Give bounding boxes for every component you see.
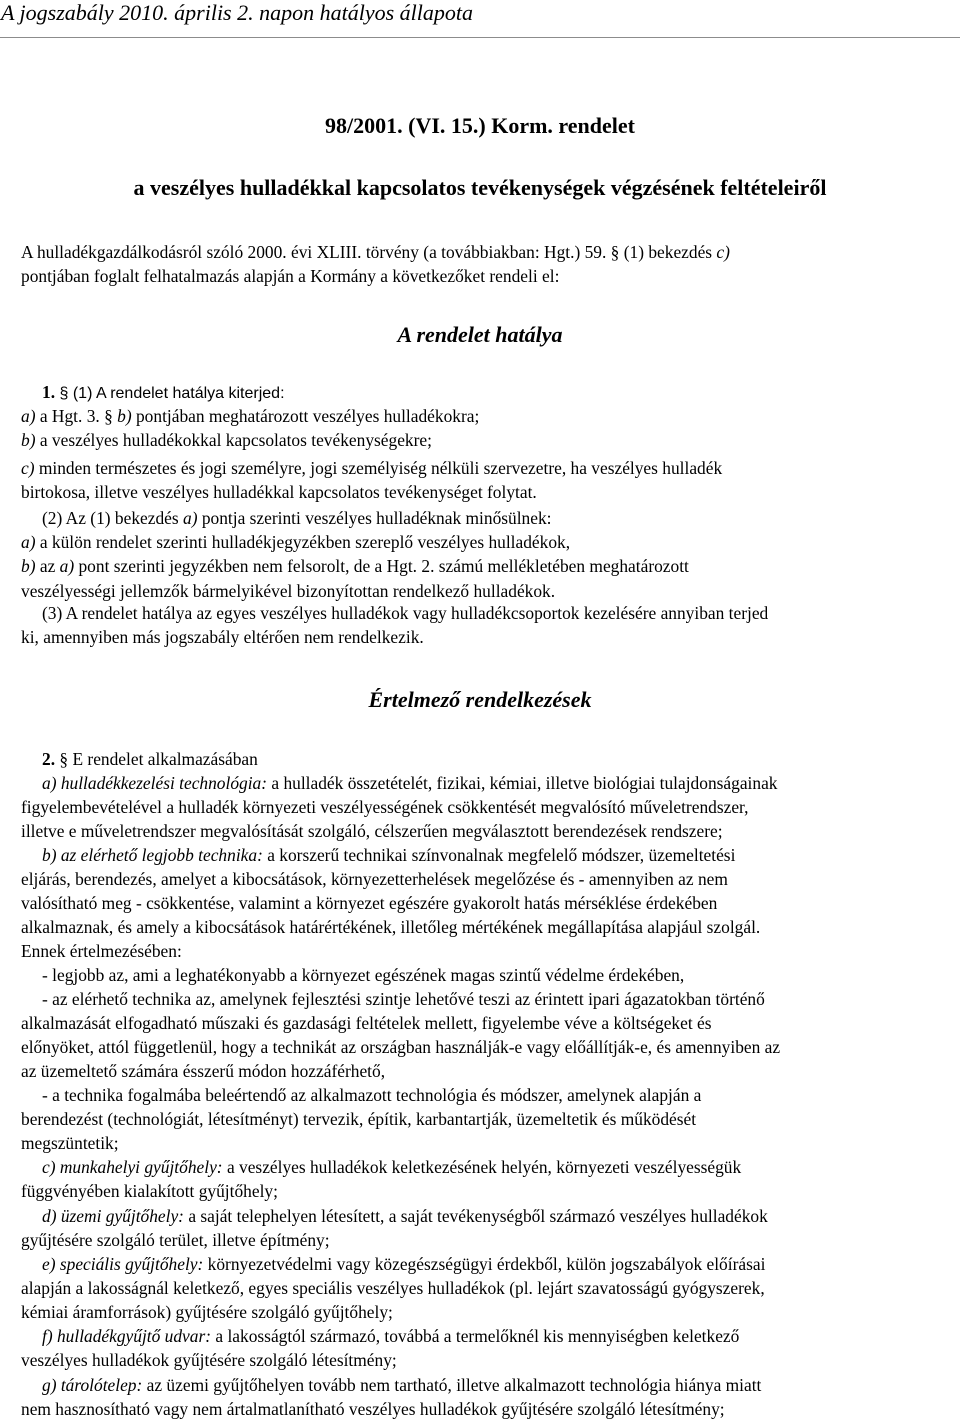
definition-b-line-5: Ennek értelmezésében: xyxy=(21,941,182,961)
dash-item-2-line-2: alkalmazását elfogadható műszaki és gazdasági feltételek mellett, figyelembe véve a költségeket és xyxy=(21,1013,712,1033)
definition-a: a) hulladékkezelési technológia: a hulladék összetételét, fizikai, kémiai, illetve biológiai tulajdonságainak xyxy=(42,773,778,793)
paragraph-1-2-a: a) a külön rendelet szerinti hulladékjegyzékben szereplő veszélyes hulladékok, xyxy=(21,532,571,552)
definition-g-line-2: nem hasznosítható vagy nem ártalmatlanítható veszélyes hulladékok gyűjtésére szolgáló létesítmény; xyxy=(21,1399,725,1419)
paragraph-1-point-a: a) a Hgt. 3. § b) pontjában meghatározott veszélyes hulladékokra; xyxy=(21,406,480,426)
preamble-line-2: pontjában foglalt felhatalmazás alapján a Kormány a következőket rendeli el: xyxy=(21,266,560,286)
definition-c: c) munkahelyi gyűjtőhely: a veszélyes hulladékok keletkezésének helyén, környezeti veszélyességük xyxy=(42,1157,742,1177)
definition-f: f) hulladékgyűjtő udvar: a lakosságtól származó, továbbá a termelőknél kis mennyiségben keletkező xyxy=(42,1326,740,1346)
paragraph-1-intro: 1. § (1) A rendelet hatálya kiterjed: xyxy=(42,382,285,402)
dash-item-2-line-3: előnyöket, attól függetlenül, hogy a technikát az országban használják-e vagy előállítják-e, és amennyiben az xyxy=(21,1037,781,1057)
page-header xyxy=(0,0,960,38)
dash-item-1: - legjobb az, ami a leghatékonyabb a környezet egészének magas szintű védelme érdekében, xyxy=(42,965,685,985)
paragraph-1-3: (3) A rendelet hatálya az egyes veszélyes hulladékok vagy hulladékcsoportok kezelésére annyiban terjed xyxy=(42,603,769,623)
definition-b-line-3: valósítható meg - csökkentése, valamint a környezet egészére gyakorolt hatás mérséklése érdekében xyxy=(21,893,718,913)
preamble-line-1: A hulladékgazdálkodásról szóló 2000. évi XLIII. törvény (a továbbiakban: Hgt.) 59. § (1) bekezdés c) xyxy=(21,242,730,262)
dash-item-2-line-4: az üzemeltető számára ésszerű módon hozzáférhető, xyxy=(21,1061,386,1081)
decree-number: 98/2001. (VI. 15.) Korm. rendelet xyxy=(325,113,635,138)
dash-item-3-line-3: megszüntetik; xyxy=(21,1133,119,1153)
section-heading-scope: A rendelet hatálya xyxy=(397,322,563,347)
definition-b: b) az elérhető legjobb technika: a korszerű technikai színvonalnak megfelelő módszer, üzemeltetési xyxy=(42,845,736,865)
paragraph-1-point-b: b) a veszélyes hulladékokkal kapcsolatos tevékenységekre; xyxy=(21,430,432,450)
definition-e-line-2: alapján a lakosságnál keletkező, egyes speciális veszélyes hulladékok (pl. lejárt szavatosságú gyógyszerek, xyxy=(21,1278,765,1298)
decree-title: a veszélyes hulladékkal kapcsolatos tevékenységek végzésének feltételeiről xyxy=(133,175,827,200)
definition-c-line-2: függvényében kialakított gyűjtőhely; xyxy=(21,1181,278,1201)
definition-e-line-3: kémiai áramforrások) gyűjtésére szolgáló gyűjtőhely; xyxy=(21,1302,393,1322)
paragraph-1-3-cont: ki, amennyiben más jogszabály eltérően nem rendelkezik. xyxy=(21,627,424,647)
header-text: A jogszabály 2010. április 2. napon hatályos állapota xyxy=(1,0,474,25)
definition-d-line-2: gyűjtésére szolgáló terület, illetve építmény; xyxy=(21,1230,330,1250)
definition-a-line-3: illetve e műveletrendszer megvalósítását szolgáló, célszerűen megválasztott berendezések rendszere; xyxy=(21,821,723,841)
dash-item-2: - az elérhető technika az, amelynek fejlesztési szintje lehetővé teszi az érintett ipari ágazatokban történő xyxy=(42,989,765,1009)
dash-item-3: - a technika fogalmába beleértendő az alkalmazott technológia és módszer, amelynek alapján a xyxy=(42,1085,702,1105)
definition-f-line-2: veszélyes hulladékok gyűjtésére szolgáló létesítmény; xyxy=(21,1350,397,1370)
paragraph-1-2-b: b) az a) pont szerinti jegyzékben nem felsorolt, de a Hgt. 2. számú mellékletében meghatározott xyxy=(21,556,689,576)
definition-g: g) tárolótelep: az üzemi gyűjtőhelyen tovább nem tartható, illetve alkalmazott technológia hiánya miatt xyxy=(42,1375,762,1395)
definition-d: d) üzemi gyűjtőhely: a saját telephelyen létesített, a saját tevékenységből származó veszélyes hulladékok xyxy=(42,1206,768,1226)
definition-e: e) speciális gyűjtőhely: környezetvédelmi vagy közegészségügyi érdekből, külön jogszabályok előírásai xyxy=(42,1254,766,1274)
section-heading-definitions: Értelmező rendelkezések xyxy=(368,687,592,712)
paragraph-1-2: (2) Az (1) bekezdés a) pontja szerinti veszélyes hulladéknak minősülnek: xyxy=(42,508,552,528)
definition-b-line-2: eljárás, berendezés, amelyet a kibocsátások, környezetterhelések megelőzése és - amennyiben az nem xyxy=(21,869,728,889)
paragraph-2-intro: 2. § E rendelet alkalmazásában xyxy=(42,749,258,769)
definition-a-line-2: figyelembevételével a hulladék környezeti veszélyességének csökkentését megvalósító műveletrendszer, xyxy=(21,797,749,817)
dash-item-3-line-2: berendezést (technológiát, létesítményt) tervezik, építik, karbantartják, üzemeltetik és működését xyxy=(21,1109,697,1129)
paragraph-1-point-c: c) minden természetes és jogi személyre, jogi személyiség nélküli szervezetre, ha veszélyes hulladék xyxy=(21,458,723,478)
definition-b-line-4: alkalmaznak, és amely a kibocsátások határértékének, illetőleg mértékének megállapítása alapjául szolgál. xyxy=(21,917,761,937)
paragraph-1-point-c-cont: birtokosa, illetve veszélyes hulladékkal kapcsolatos tevékenységet folytat. xyxy=(21,482,537,502)
paragraph-1-2-b-cont: veszélyességi jellemzők bármelyikével bizonyítottan rendelkező hulladékok. xyxy=(21,581,556,601)
